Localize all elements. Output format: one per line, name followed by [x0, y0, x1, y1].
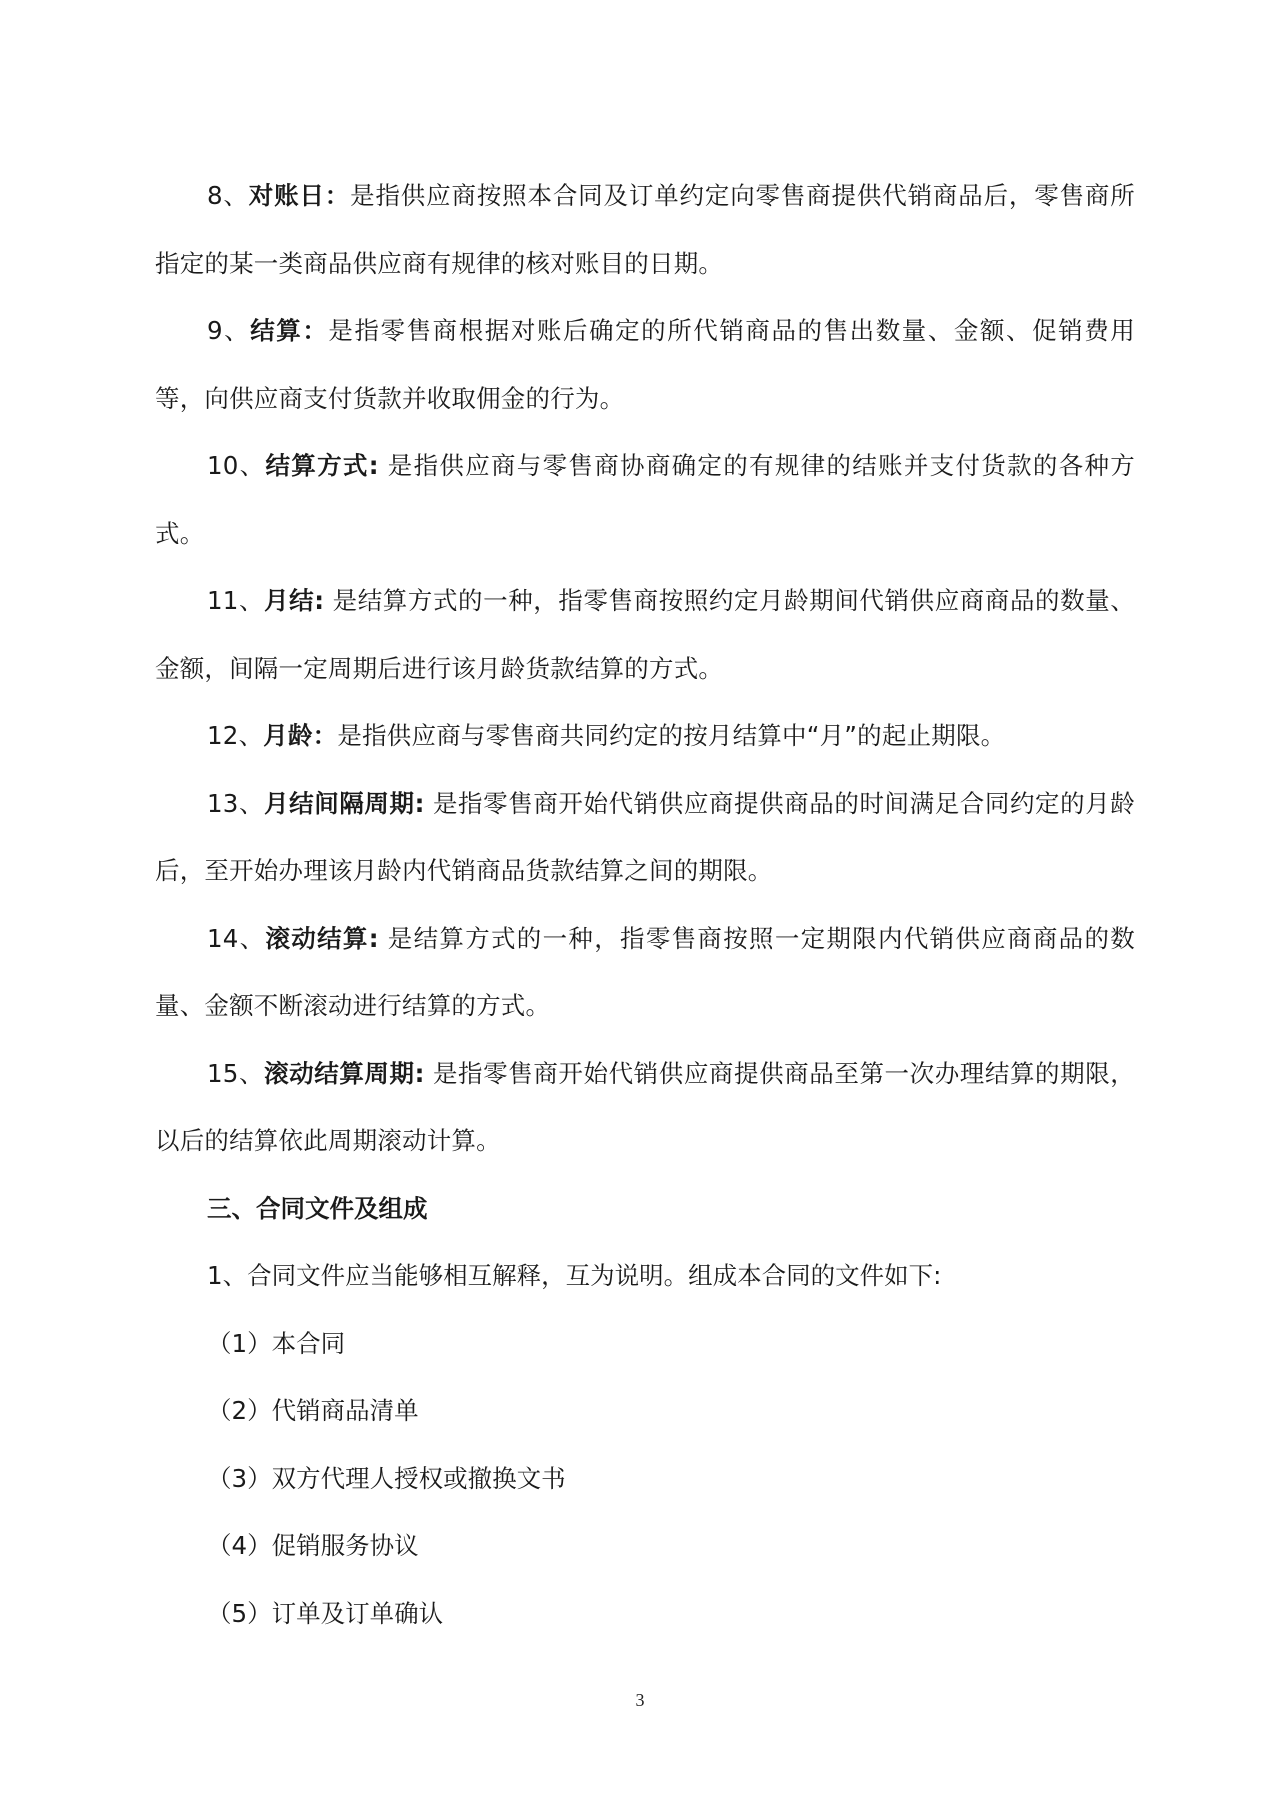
document-list-item: （2）代销商品清单	[207, 1396, 419, 1425]
definition-number: 12、	[207, 721, 264, 750]
definition-text: 是指供应商与零售商共同约定的按月结算中“月”的起止期限。	[337, 721, 1006, 750]
definition-number: 13、	[207, 788, 265, 818]
definition-9	[155, 297, 1135, 432]
definition-number: 11、	[207, 586, 265, 615]
definition-11	[155, 567, 1135, 702]
definition-text: 是指供应商与零售商协商确定的有规律的结账并支付货款的各种方式。	[155, 451, 1135, 548]
definition-term: 月龄：	[263, 721, 338, 750]
definition-8	[155, 162, 1135, 297]
definition-text: 是指零售商开始代销供应商提供商品至第一次办理结算的期限，以后的结算依此周期滚动计算。	[155, 1058, 1136, 1155]
definition-15	[155, 1040, 1135, 1175]
definition-number: 15、	[207, 1058, 265, 1088]
definition-13	[155, 770, 1135, 905]
document-list-item: （3）双方代理人授权或撤换文书	[207, 1463, 566, 1493]
definition-term: 对账日：	[248, 181, 351, 210]
definition-text: 是指零售商开始代销供应商提供商品的时间满足合同约定的月龄后，至开始办理该月龄内代销商品货款结算之间的期限。	[155, 788, 1136, 885]
definition-term: 滚动结算:	[265, 923, 379, 953]
document-list-item: （4）促销服务协议	[207, 1531, 419, 1560]
definition-text: 是指供应商按照本合同及订单约定向零售商提供代销商品后，零售商所指定的某一类商品供应商有规律的核对账目的日期。	[155, 181, 1135, 278]
definition-term: 结算：	[250, 316, 329, 345]
page-number: 3	[635, 1690, 645, 1710]
definition-text: 是指零售商根据对账后确定的所代销商品的售出数量、金额、促销费用等，向供应商支付货款并收取佣金的行为。	[155, 316, 1135, 413]
section-intro: 1、合同文件应当能够相互解释，互为说明。组成本合同的文件如下:	[207, 1261, 942, 1290]
definition-12	[155, 702, 1135, 770]
definition-text: 是结算方式的一种，指零售商按照一定期限内代销供应商商品的数量、金额不断滚动进行结算的方式。	[155, 923, 1135, 1020]
definition-10	[155, 432, 1135, 567]
document-list-item: （1）本合同	[207, 1328, 346, 1358]
definition-term: 月结:	[264, 586, 325, 615]
definition-number: 14、	[207, 923, 266, 953]
definition-number: 8、	[207, 181, 249, 210]
body-text	[155, 162, 1135, 1647]
definition-14	[155, 905, 1135, 1040]
definition-term: 滚动结算周期:	[264, 1058, 425, 1088]
definition-term: 结算方式:	[265, 451, 379, 480]
definition-term: 月结间隔周期:	[264, 788, 425, 818]
definition-text: 是结算方式的一种，指零售商按照约定月龄期间代销供应商商品的数量、金额，间隔一定周期后进行该月龄货款结算的方式。	[155, 586, 1135, 683]
definition-number: 10、	[207, 451, 266, 480]
definition-number: 9、	[207, 316, 251, 345]
document-list-item: （5）订单及订单确认	[207, 1598, 444, 1628]
section-heading: 三、合同文件及组成	[207, 1193, 428, 1223]
